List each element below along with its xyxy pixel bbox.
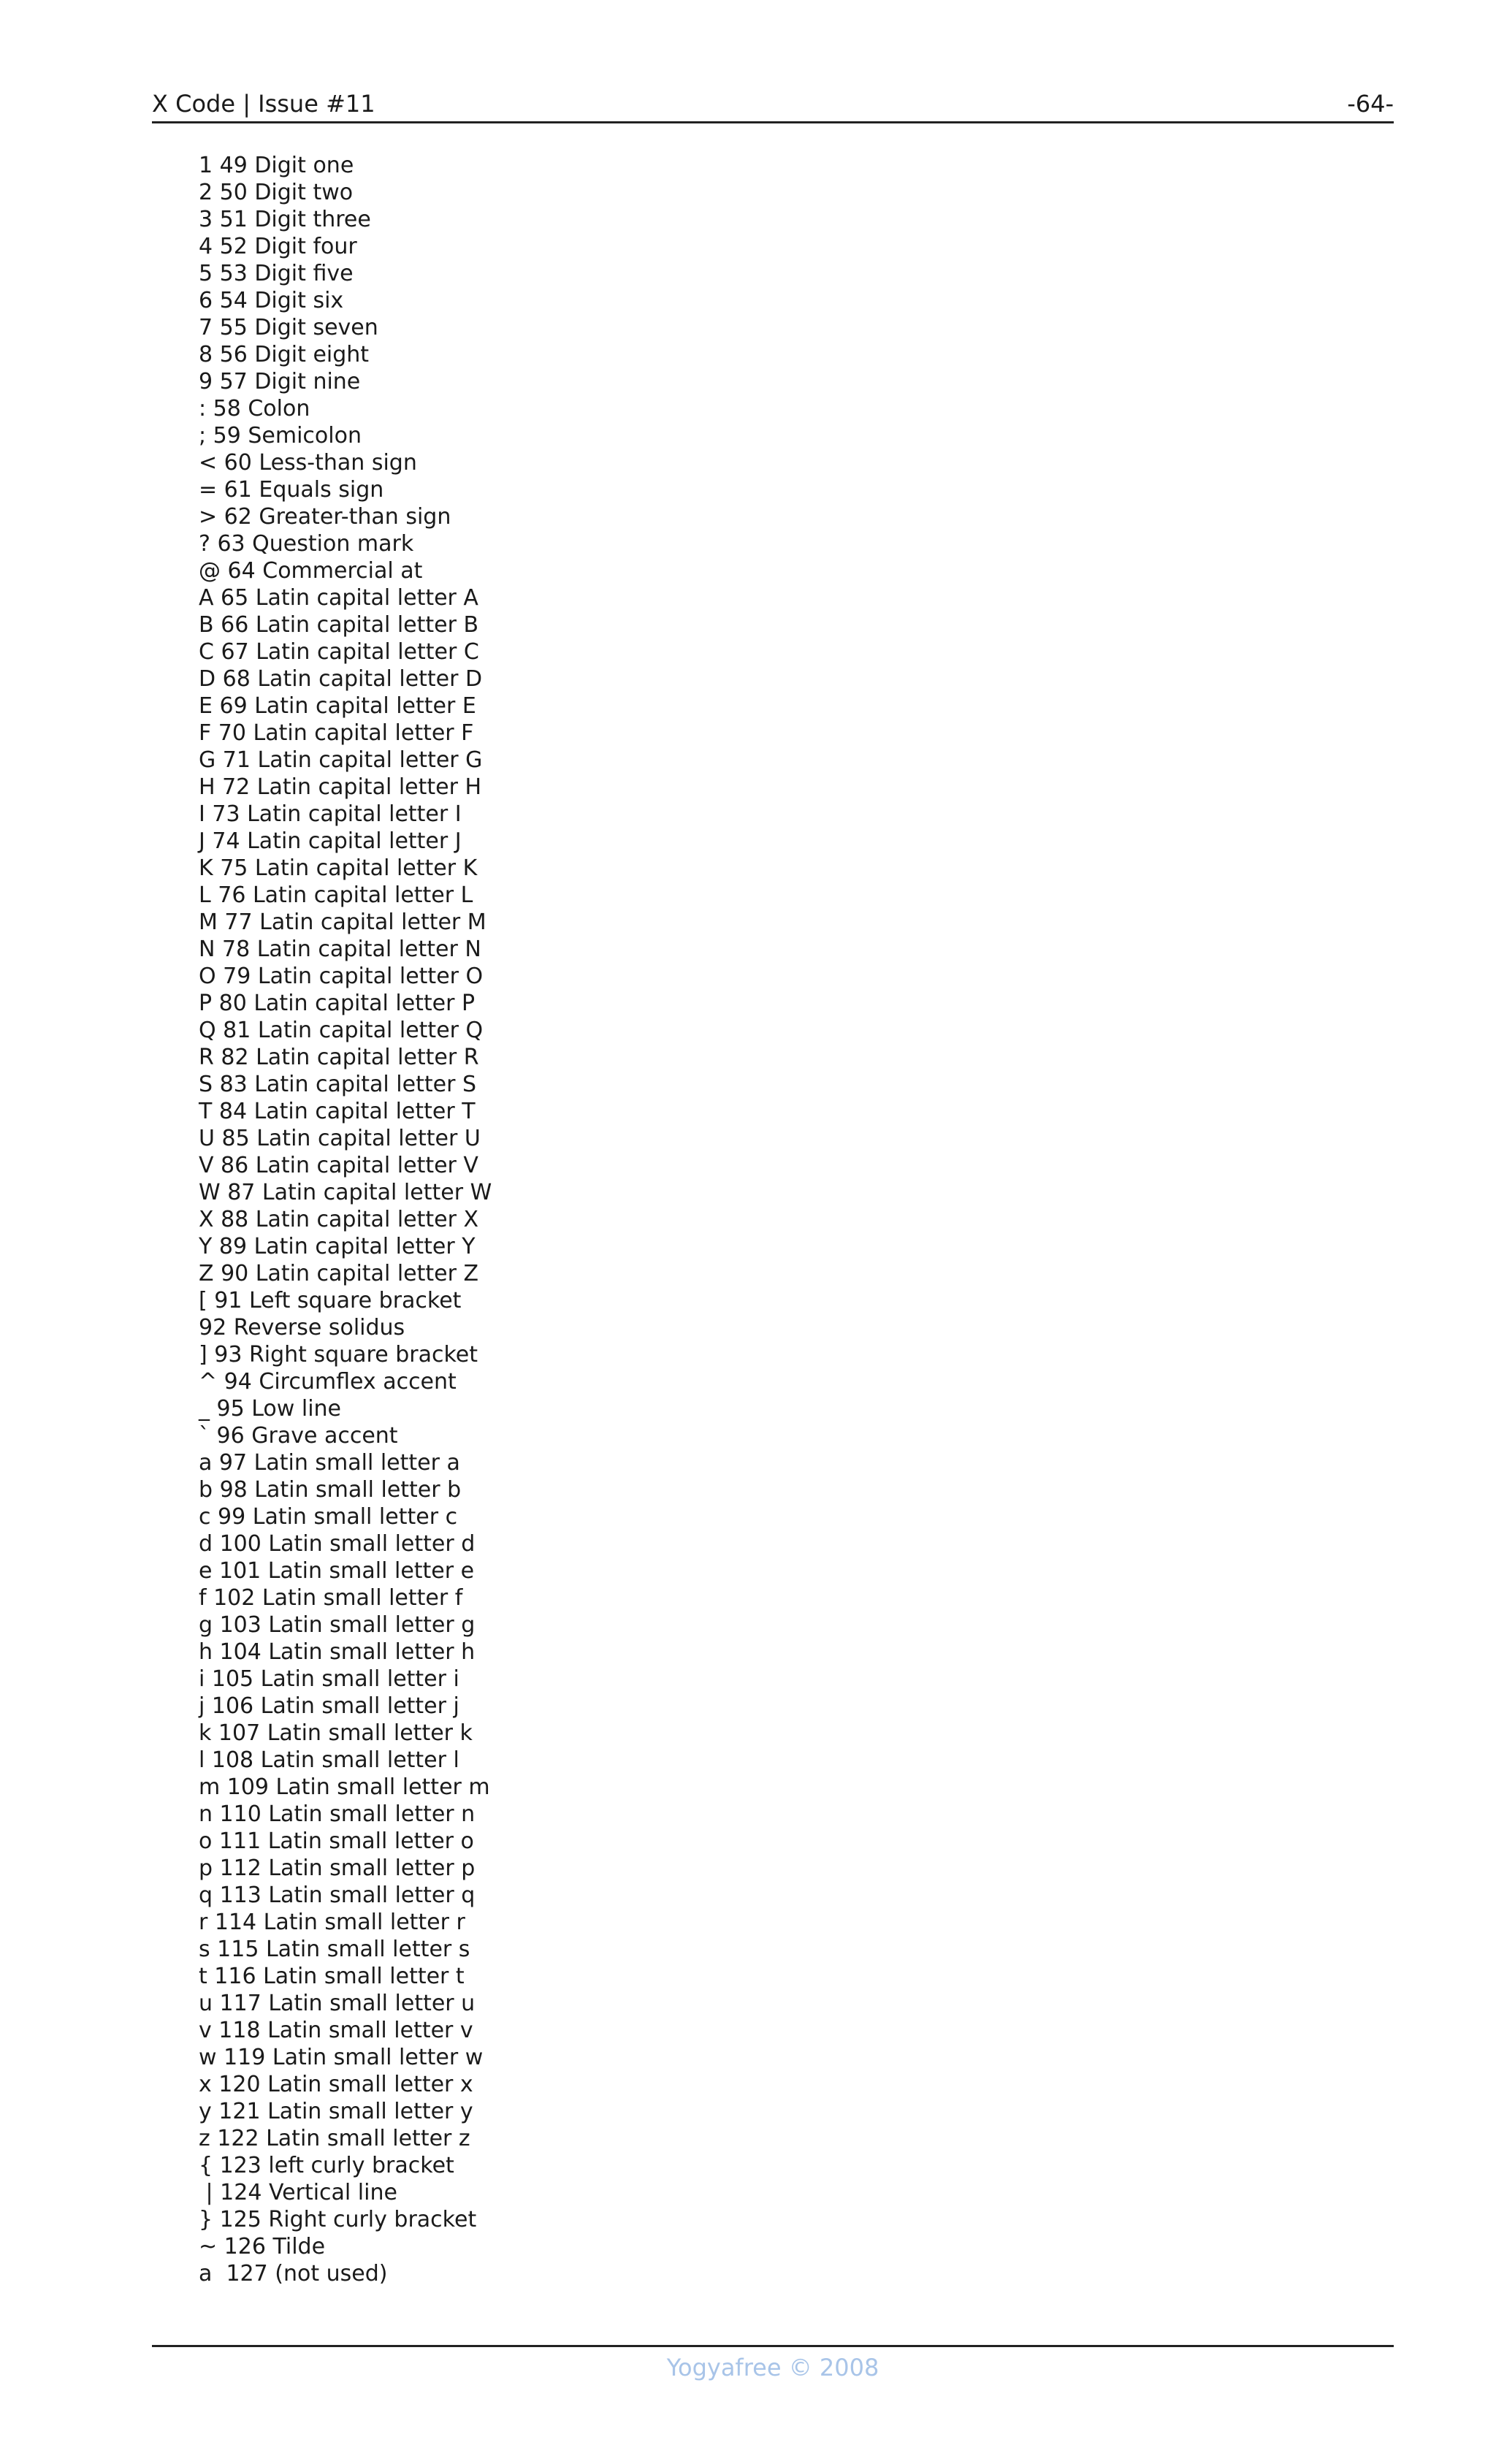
list-item: 92 Reverse solidus [199, 1315, 405, 1340]
header-title: X Code | Issue #11 [152, 90, 375, 118]
footer-copyright: Yogyafree © 2008 [666, 2354, 879, 2381]
list-item: ; 59 Semicolon [199, 423, 362, 449]
list-item: z 122 Latin small letter z [199, 2126, 470, 2151]
list-item: @ 64 Commercial at [199, 558, 423, 584]
list-item: D 68 Latin capital letter D [199, 666, 483, 692]
page-header [152, 86, 1394, 123]
list-item: 9 57 Digit nine [199, 369, 361, 394]
list-item: ` 96 Grave accent [199, 1423, 398, 1449]
list-item: } 125 Right curly bracket [199, 2207, 477, 2232]
list-item: J 74 Latin capital letter J [199, 828, 462, 854]
list-item: 3 51 Digit three [199, 207, 371, 232]
list-item: K 75 Latin capital letter K [199, 855, 478, 881]
list-item: v 118 Latin small letter v [199, 2018, 473, 2043]
list-item: k 107 Latin small letter k [199, 1720, 473, 1746]
list-item: E 69 Latin capital letter E [199, 693, 476, 719]
list-item: ? 63 Question mark [199, 531, 414, 557]
list-item: 1 49 Digit one [199, 153, 354, 178]
list-item: 7 55 Digit seven [199, 315, 378, 340]
list-item: f 102 Latin small letter f [199, 1585, 463, 1611]
list-item: U 85 Latin capital letter U [199, 1126, 481, 1151]
list-item: r 114 Latin small letter r [199, 1910, 465, 1935]
list-item: e 101 Latin small letter e [199, 1558, 475, 1584]
list-item: O 79 Latin capital letter O [199, 964, 484, 989]
list-item: 5 53 Digit five [199, 261, 354, 286]
list-item: A 65 Latin capital letter A [199, 585, 478, 611]
list-item: V 86 Latin capital letter V [199, 1153, 478, 1178]
list-item: P 80 Latin capital letter P [199, 991, 476, 1016]
list-item: d 100 Latin small letter d [199, 1531, 476, 1557]
list-item: > 62 Greater-than sign [199, 504, 451, 530]
list-item: b 98 Latin small letter b [199, 1477, 462, 1503]
list-item: 6 54 Digit six [199, 288, 344, 313]
list-item: n 110 Latin small letter n [199, 1801, 476, 1827]
list-item: i 105 Latin small letter i [199, 1666, 459, 1692]
list-item: X 88 Latin capital letter X [199, 1207, 479, 1232]
list-item: t 116 Latin small letter t [199, 1964, 465, 1989]
list-item: M 77 Latin capital letter M [199, 909, 486, 935]
list-item: o 111 Latin small letter o [199, 1828, 474, 1854]
list-item: R 82 Latin capital letter R [199, 1045, 479, 1070]
list-item: q 113 Latin small letter q [199, 1883, 476, 1908]
list-item: Y 89 Latin capital letter Y [199, 1234, 476, 1259]
list-item: 4 52 Digit four [199, 234, 357, 259]
list-item: h 104 Latin small letter h [199, 1639, 476, 1665]
list-item: 2 50 Digit two [199, 180, 354, 205]
list-item: l 108 Latin small letter l [199, 1747, 459, 1773]
list-item: p 112 Latin small letter p [199, 1855, 476, 1881]
list-item: S 83 Latin capital letter S [199, 1072, 476, 1097]
list-item: | 124 Vertical line [199, 2180, 397, 2205]
list-item: L 76 Latin capital letter L [199, 882, 473, 908]
list-item: ^ 94 Circumflex accent [199, 1369, 457, 1395]
list-item: ] 93 Right square bracket [199, 1342, 478, 1368]
list-item: a 97 Latin small letter a [199, 1450, 460, 1476]
list-item: < 60 Less-than sign [199, 450, 417, 476]
list-item: G 71 Latin capital letter G [199, 747, 483, 773]
list-item: ~ 126 Tilde [199, 2234, 326, 2259]
list-item: a 127 (not used) [199, 2261, 388, 2286]
list-item: 8 56 Digit eight [199, 342, 370, 367]
list-item: s 115 Latin small letter s [199, 1937, 470, 1962]
page-number: -64- [1347, 90, 1394, 118]
page-footer [152, 2345, 1394, 2381]
list-item: = 61 Equals sign [199, 477, 384, 503]
ascii-character-list [199, 152, 492, 2287]
list-item: C 67 Latin capital letter C [199, 639, 479, 665]
list-item: w 119 Latin small letter w [199, 2045, 484, 2070]
list-item: : 58 Colon [199, 396, 310, 422]
list-item: u 117 Latin small letter u [199, 1991, 476, 2016]
list-item: { 123 left curly bracket [199, 2153, 454, 2178]
list-item: H 72 Latin capital letter H [199, 774, 482, 800]
list-item: Q 81 Latin capital letter Q [199, 1018, 484, 1043]
list-item: I 73 Latin capital letter I [199, 801, 462, 827]
list-item: m 109 Latin small letter m [199, 1774, 490, 1800]
list-item: x 120 Latin small letter x [199, 2072, 473, 2097]
list-item: T 84 Latin capital letter T [199, 1099, 476, 1124]
list-item: c 99 Latin small letter c [199, 1504, 458, 1530]
list-item: N 78 Latin capital letter N [199, 937, 481, 962]
list-item: g 103 Latin small letter g [199, 1612, 476, 1638]
list-item: F 70 Latin capital letter F [199, 720, 474, 746]
list-item: j 106 Latin small letter j [199, 1693, 459, 1719]
list-item: B 66 Latin capital letter B [199, 612, 479, 638]
list-item: W 87 Latin capital letter W [199, 1180, 492, 1205]
list-item: y 121 Latin small letter y [199, 2099, 473, 2124]
list-item: Z 90 Latin capital letter Z [199, 1261, 479, 1286]
list-item: [ 91 Left square bracket [199, 1288, 462, 1313]
list-item: _ 95 Low line [199, 1396, 341, 1422]
